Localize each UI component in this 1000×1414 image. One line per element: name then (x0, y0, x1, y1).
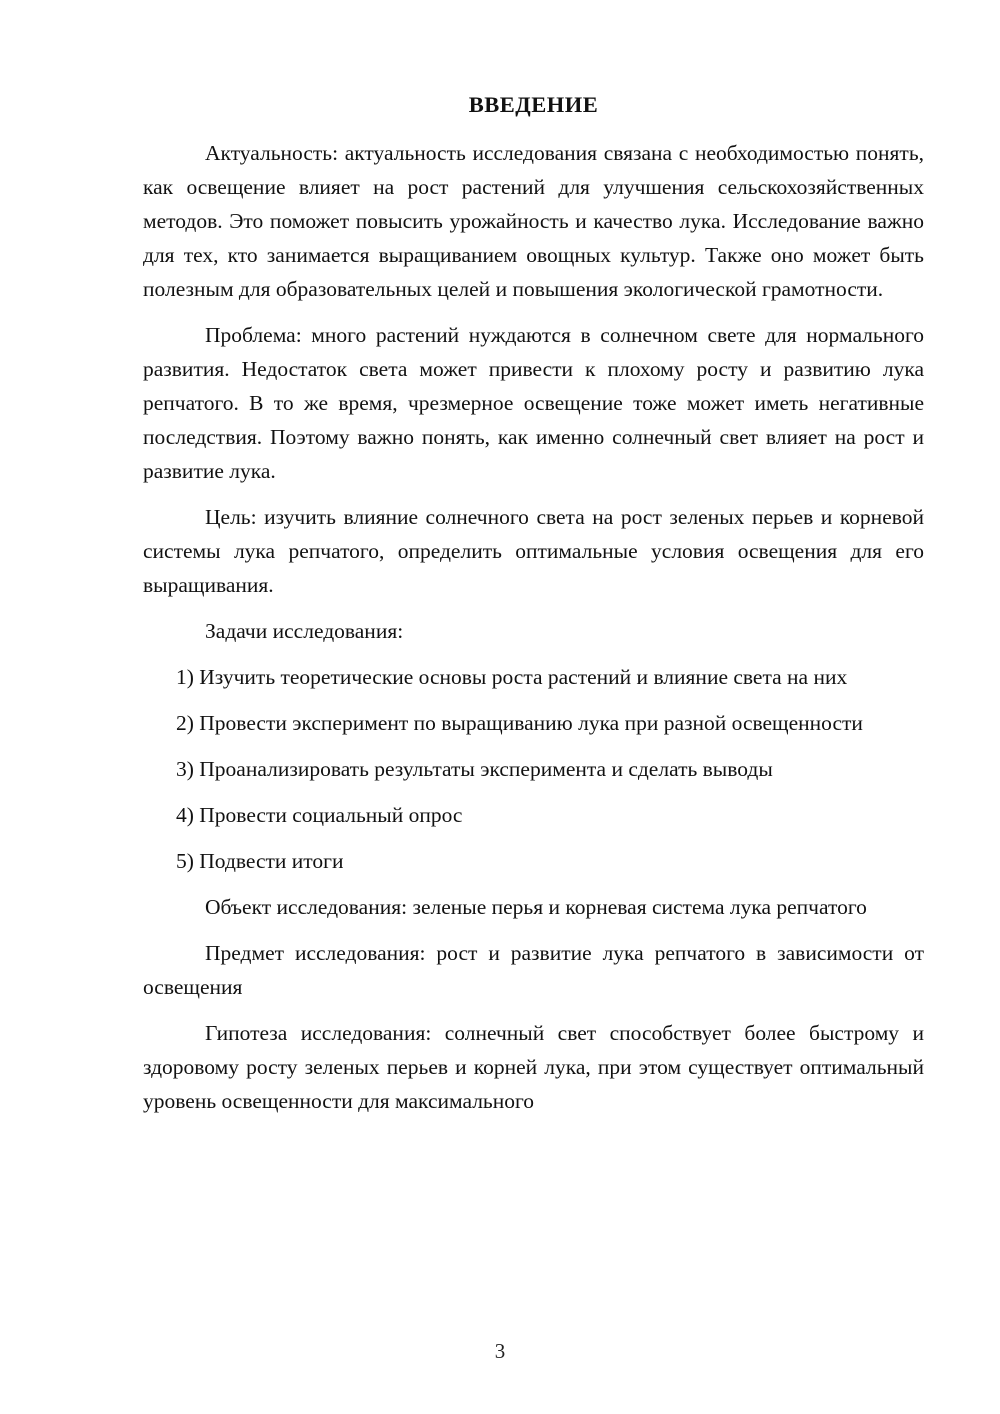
paragraph-goal: Цель: изучить влияние солнечного света на рост зеленых перьев и корневой системы лука репчатого, определить оптимальные условия освещения для его выращивания. (143, 505, 924, 597)
task-item-4: 4) Провести социальный опрос (176, 803, 463, 827)
paragraph-subject: Предмет исследования: рост и развитие лука репчатого в зависимости от освещения (143, 941, 924, 999)
paragraph-hypothesis: Гипотеза исследования: солнечный свет способствует более быстрому и здоровому росту зеленых перьев и корней лука, при этом существует оптимальный уровень освещенности для максимального (143, 1021, 924, 1113)
task-item-1: 1) Изучить теоретические основы роста растений и влияние света на них (176, 665, 848, 689)
page-title: ВВЕДЕНИЕ (468, 92, 599, 117)
page-number: 3 (494, 1339, 506, 1363)
tasks-heading: Задачи исследования: (205, 619, 404, 643)
paragraph-problem: Проблема: много растений нуждаются в солнечном свете для нормального развития. Недостаток света может привести к плохому росту и развитию лука репчатого. В то же время, чрезмерное освещение тоже может иметь негативные последствия. Поэтому важно понять, как именно солнечный свет влияет на рост и развитие лука. (143, 323, 924, 483)
paragraph-relevance: Актуальность: актуальность исследования связана с необходимостью понять, как освещение влияет на рост растений для улучшения сельскохозяйственных методов. Это поможет повысить урожайность и качество лука. Исследование важно для тех, кто занимается выращиванием овощных культур. Также оно может быть полезным для образовательных целей и повышения экологической грамотности. (143, 141, 924, 301)
task-item-2: 2) Провести эксперимент по выращиванию лука при разной освещенности (176, 711, 863, 735)
task-item-3: 3) Проанализировать результаты эксперимента и сделать выводы (176, 757, 773, 781)
paragraph-object: Объект исследования: зеленые перья и корневая система лука репчатого (205, 895, 867, 919)
task-item-5: 5) Подвести итоги (176, 849, 344, 873)
